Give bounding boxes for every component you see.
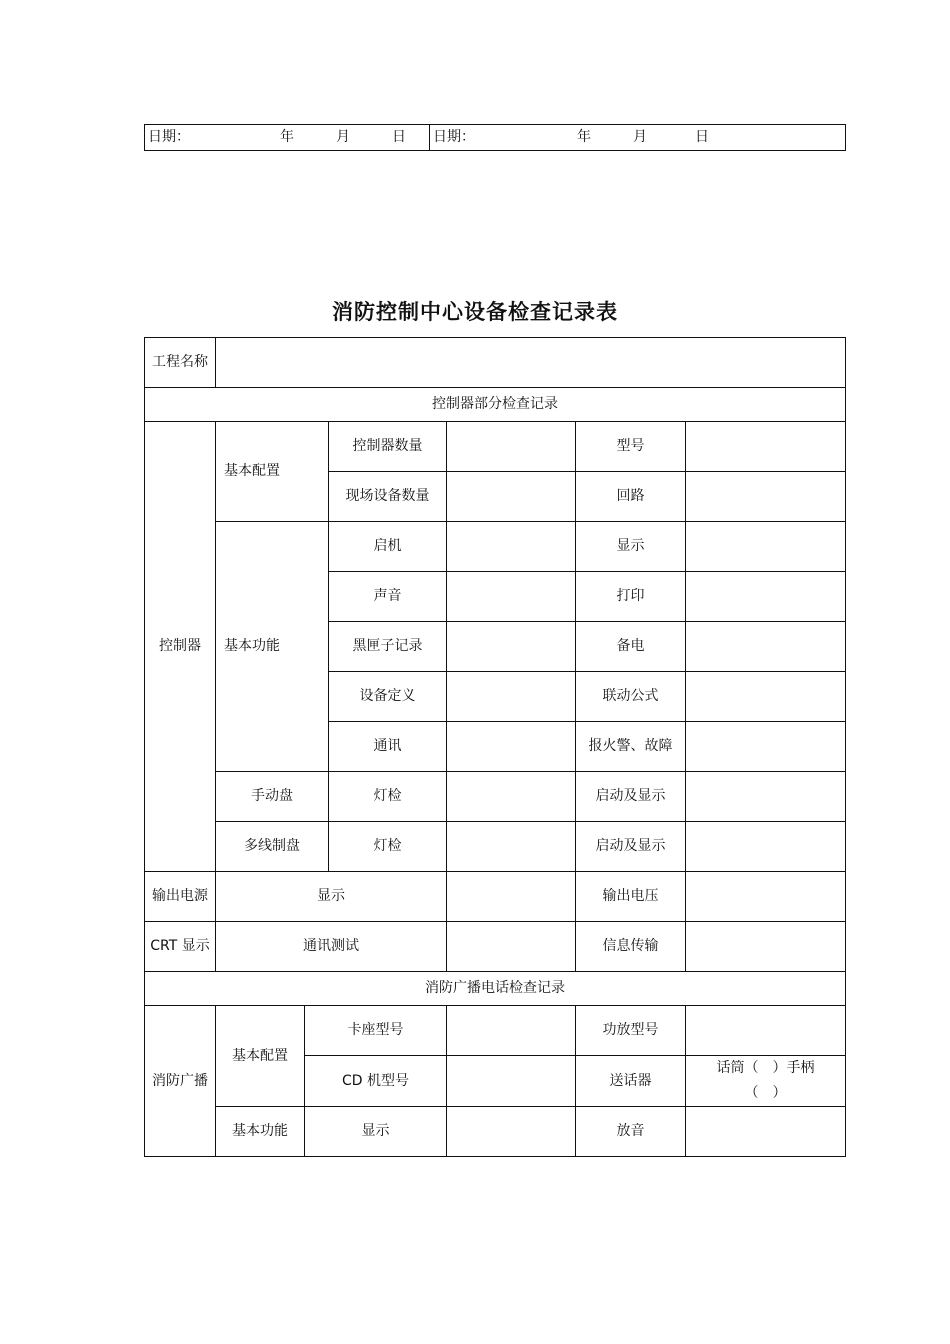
item-cell: 备电 [576, 622, 686, 672]
project-value-cell[interactable] [216, 338, 846, 388]
table-row [145, 772, 846, 822]
table-row [145, 822, 846, 872]
date-field-left[interactable] [145, 125, 430, 151]
broadcast-section-header: 消防广播电话检查记录 [145, 972, 846, 1006]
day-label-right: 日 [695, 129, 709, 145]
value-cell[interactable] [686, 672, 846, 722]
value-cell[interactable] [447, 772, 576, 822]
table-row [145, 872, 846, 922]
value-cell[interactable] [686, 472, 846, 522]
year-label-left: 年 [280, 129, 294, 145]
table-row [145, 522, 846, 572]
item-cell: 灯检 [329, 772, 447, 822]
date-table [144, 124, 846, 151]
value-cell[interactable] [447, 872, 576, 922]
output-power-label: 输出电源 [145, 872, 216, 922]
month-label-left: 月 [336, 129, 350, 145]
manual-panel-label: 手动盘 [216, 772, 329, 822]
value-cell[interactable] [686, 1107, 846, 1157]
value-cell[interactable] [447, 472, 576, 522]
table-row [145, 1006, 846, 1056]
controller-section-header: 控制器部分检查记录 [145, 388, 846, 422]
month-label-right: 月 [633, 129, 647, 145]
value-cell[interactable] [686, 772, 846, 822]
multiline-panel-label: 多线制盘 [216, 822, 329, 872]
item-cell: 启动及显示 [576, 822, 686, 872]
item-cell: 输出电压 [576, 872, 686, 922]
item-cell: 设备定义 [329, 672, 447, 722]
item-cell: 联动公式 [576, 672, 686, 722]
value-cell[interactable] [447, 922, 576, 972]
date-label-right: 日期： [433, 129, 475, 145]
day-label-left: 日 [392, 129, 406, 145]
value-cell[interactable] [447, 1056, 576, 1107]
item-cell: 通讯测试 [216, 922, 447, 972]
project-row [145, 338, 846, 388]
value-cell[interactable] [686, 1006, 846, 1056]
item-cell: 功放型号 [576, 1006, 686, 1056]
value-cell[interactable] [447, 572, 576, 622]
inspection-table [144, 337, 846, 1157]
value-cell[interactable] [447, 622, 576, 672]
item-cell: 显示 [576, 522, 686, 572]
item-cell: 放音 [576, 1107, 686, 1157]
item-cell: 灯检 [329, 822, 447, 872]
item-cell: 卡座型号 [305, 1006, 447, 1056]
value-cell[interactable] [447, 1006, 576, 1056]
table-row [145, 1107, 846, 1157]
value-cell[interactable] [686, 622, 846, 672]
value-cell[interactable] [447, 522, 576, 572]
value-cell[interactable] [447, 722, 576, 772]
value-cell[interactable] [447, 1107, 576, 1157]
page-title: 消防控制中心设备检查记录表 [332, 299, 618, 324]
year-label-right: 年 [577, 129, 591, 145]
broadcast-label: 消防广播 [145, 1006, 216, 1157]
item-cell: 黑匣子记录 [329, 622, 447, 672]
value-cell[interactable] [447, 422, 576, 472]
item-cell: 启机 [329, 522, 447, 572]
item-cell: 显示 [305, 1107, 447, 1157]
value-cell[interactable] [686, 422, 846, 472]
item-cell: 启动及显示 [576, 772, 686, 822]
item-cell: 通讯 [329, 722, 447, 772]
item-cell: 型号 [576, 422, 686, 472]
microphone-handset-cell[interactable]: 话筒（ ）手柄（ ） [686, 1056, 846, 1107]
broadcast-basic-config-label: 基本配置 [216, 1006, 305, 1107]
value-cell[interactable] [686, 872, 846, 922]
section-header-row [145, 388, 846, 422]
item-cell: 信息传输 [576, 922, 686, 972]
item-cell: 报火警、故障 [576, 722, 686, 772]
value-cell[interactable] [686, 822, 846, 872]
item-cell: 送话器 [576, 1056, 686, 1107]
crt-label: CRT 显示 [145, 922, 216, 972]
date-field-right[interactable] [430, 125, 846, 151]
item-cell: 打印 [576, 572, 686, 622]
broadcast-basic-function-label: 基本功能 [216, 1107, 305, 1157]
project-label: 工程名称 [145, 338, 216, 388]
item-cell: 回路 [576, 472, 686, 522]
value-cell[interactable] [686, 722, 846, 772]
item-cell: 控制器数量 [329, 422, 447, 472]
controller-label: 控制器 [145, 422, 216, 872]
item-cell: 显示 [216, 872, 447, 922]
value-cell[interactable] [686, 522, 846, 572]
basic-config-label: 基本配置 [216, 422, 329, 522]
value-cell[interactable] [447, 672, 576, 722]
value-cell[interactable] [447, 822, 576, 872]
basic-function-label: 基本功能 [216, 522, 329, 772]
item-cell: CD 机型号 [305, 1056, 447, 1107]
table-row [145, 422, 846, 472]
section-header-row [145, 972, 846, 1006]
item-cell: 现场设备数量 [329, 472, 447, 522]
date-label-left: 日期： [148, 129, 190, 145]
item-cell: 声音 [329, 572, 447, 622]
value-cell[interactable] [686, 922, 846, 972]
value-cell[interactable] [686, 572, 846, 622]
table-row [145, 922, 846, 972]
